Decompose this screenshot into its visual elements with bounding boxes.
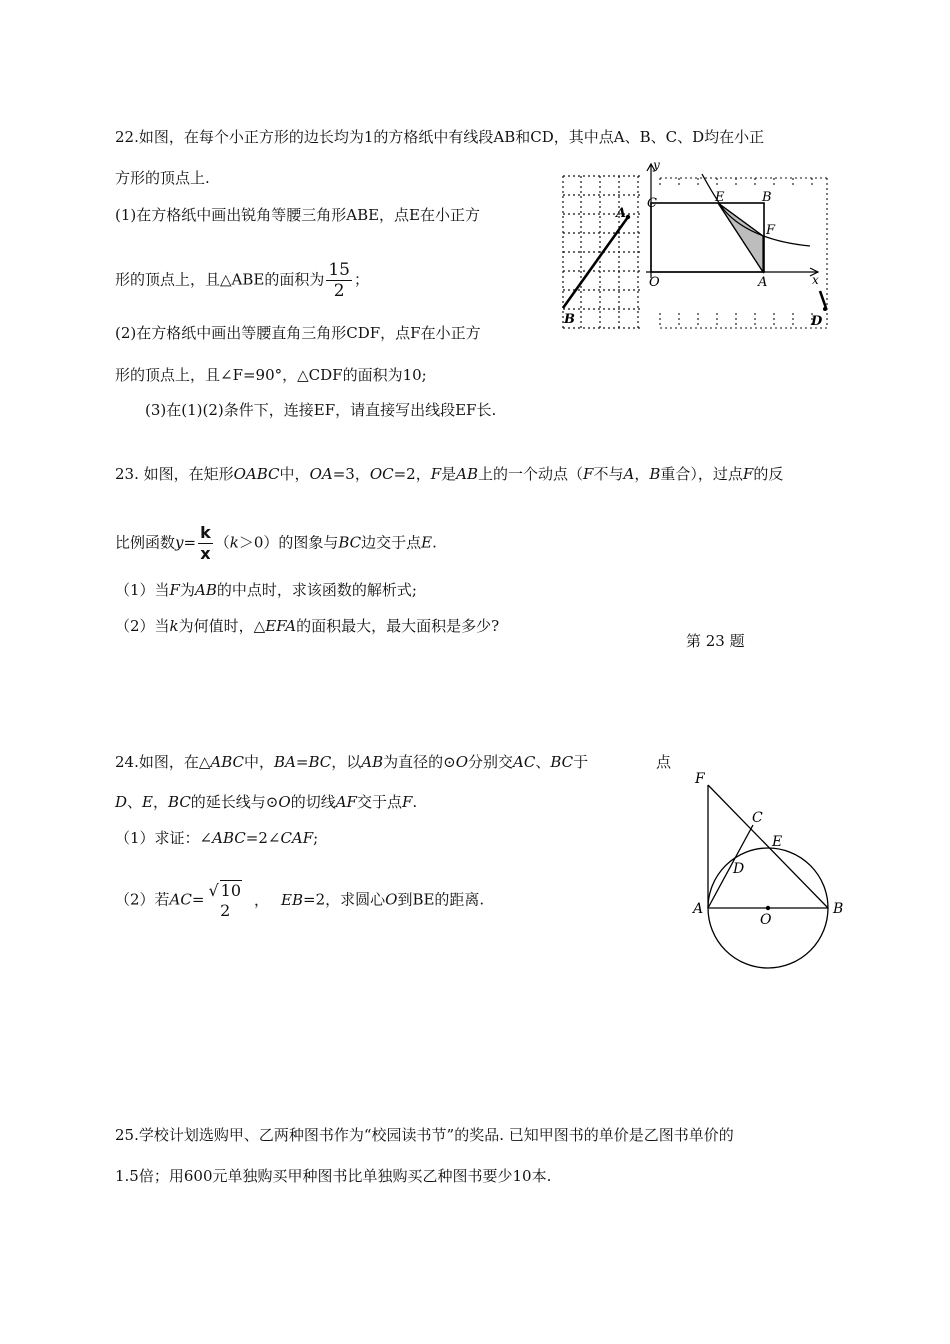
label-b: B (833, 901, 844, 917)
label-o: O (649, 275, 660, 290)
q24-var: BC (168, 793, 191, 811)
q24-text: （2）若 (115, 890, 170, 909)
label-a: A (693, 901, 704, 917)
q24-text: = (295, 753, 309, 771)
q24-text: ， (153, 793, 169, 811)
q23-text: 为 (179, 581, 195, 599)
q24-var: BA (274, 753, 296, 771)
label-x: x (812, 273, 819, 287)
q23-var: AB (456, 465, 479, 483)
q24-var: AB (361, 753, 384, 771)
fraction-numerator: √ 10 (208, 881, 241, 900)
q25-line-1: 25.学校计划选购甲、乙两种图书作为“校园读书节”的奖品. 已知甲图书的单价是乙图书单价的 (115, 1126, 734, 1144)
q24-text: 中， (244, 753, 275, 771)
q22-part1-text: 形的顶点上，且△ABE的面积为 (115, 270, 325, 289)
segment-ab (563, 217, 628, 308)
q24-line-2 (115, 792, 417, 812)
q23-var: A (623, 465, 635, 483)
q23-text: 的反 (753, 465, 784, 483)
q24-line-1-end: 点 (656, 753, 672, 771)
q22-part3-line: (3)在(1)(2)条件下，连接EF，请直接写出线段EF长. (145, 401, 497, 419)
q24-subquestion-1 (115, 828, 318, 848)
fraction-denominator: 2 (220, 901, 231, 920)
label-b: B (564, 312, 575, 327)
q22-part1-end: ； (353, 270, 369, 289)
q24-var: D (115, 793, 128, 811)
q23-text: 为何值时，△ (178, 617, 266, 635)
q24-text: 、 (535, 753, 551, 771)
label-f: F (766, 223, 776, 238)
q23-text: 重合），过点 (660, 465, 743, 483)
q23-text: 不与 (593, 465, 624, 483)
q23-subquestion-2 (115, 616, 499, 636)
q23-text: ＞0）的图象与 (238, 533, 339, 552)
q24-text: ，以 (331, 753, 362, 771)
q22-part1-line-b (115, 260, 369, 301)
q24-text: = (191, 890, 205, 909)
q23-text: 比例函数 (115, 533, 176, 552)
q23-text: 的中点时，求该函数的解析式; (216, 581, 417, 599)
q24-text: ; (313, 829, 319, 847)
q24-var: CAF (280, 829, 314, 847)
q24-var: O (385, 890, 398, 909)
fraction-denominator: x (200, 544, 211, 563)
q22-part1-line-a: (1)在方格纸中画出锐角等腰三角形ABE，点E在小正方 (115, 206, 481, 224)
fraction-15-over-2 (326, 260, 352, 301)
q23-var: F (430, 465, 442, 483)
q22-line-1: 22.如图，在每个小正方形的边长均为1的方格纸中有线段AB和CD，其中点A、B、C、D均在小正 (115, 128, 765, 146)
q23-text: 23. 如图，在矩形 (115, 465, 234, 483)
q24-text: 于 (573, 753, 589, 771)
q22-line-2: 方形的顶点上. (115, 169, 210, 187)
q24-circle-figure (688, 765, 848, 975)
fraction-sqrt10-over-2 (206, 880, 244, 921)
q24-var: O (278, 793, 291, 811)
q24-var: F (401, 793, 413, 811)
q24-var: BC (308, 753, 332, 771)
fraction-k-over-x (198, 523, 213, 564)
label-d: D (733, 861, 745, 877)
q23-text: （2）当 (115, 617, 170, 635)
q22-part2-line-a: (2)在方格纸中画出等腰直角三角形CDF，点F在小正方 (115, 324, 481, 342)
q23-var: EFA (265, 617, 297, 635)
q25-line-2: 1.5倍；用600元单独购买甲种图书比单独购买乙种图书要少10本. (115, 1167, 552, 1185)
line-fb (708, 785, 828, 908)
q24-text: 为直径的⊙ (383, 753, 456, 771)
q23-line-2 (115, 523, 437, 564)
q23-text: 中， (279, 465, 310, 483)
q23-var: AB (194, 581, 217, 599)
fraction-denominator: 2 (333, 281, 345, 301)
label-a: A (758, 275, 768, 290)
q23-var: E (421, 533, 433, 552)
q24-subquestion-2 (115, 880, 484, 921)
q24-text: 到BE的距离. (397, 890, 485, 909)
q24-text: 24.如图，在△ (115, 753, 211, 771)
fraction-numerator: 15 (328, 260, 350, 280)
q23-line-1 (115, 464, 783, 484)
q23-text: . (432, 533, 437, 552)
label-c: C (752, 810, 763, 826)
q23-var: y (175, 533, 184, 552)
q24-text: 交于点 (356, 793, 402, 811)
q24-text: 、 (127, 793, 143, 811)
label-o: O (760, 912, 772, 928)
q23-var: k (169, 617, 179, 635)
q23-text: （ (214, 533, 230, 552)
fraction-numerator: k (200, 523, 211, 542)
q24-var: E (142, 793, 153, 811)
q24-text: 分别交 (468, 753, 514, 771)
q23-text: ， (634, 465, 650, 483)
q24-var: AF (335, 793, 357, 811)
q23-var: BC (338, 533, 362, 552)
q23-var: k (229, 533, 239, 552)
q23-var: B (649, 465, 661, 483)
label-e: E (772, 834, 783, 850)
q24-text: =2，求圆心 (303, 890, 386, 909)
label-y: y (653, 160, 660, 172)
label-d: D (811, 314, 823, 329)
q23-var: F (583, 465, 594, 483)
q24-text: 的切线 (290, 793, 336, 811)
q23-var: OC (369, 465, 394, 483)
label-e: E (715, 190, 725, 205)
q23-var: F (742, 465, 754, 483)
q24-var: EB (281, 890, 303, 909)
q24-var: O (455, 753, 469, 771)
q23-text: =3， (332, 465, 370, 483)
q24-var: ABC (212, 829, 246, 847)
q24-text: =2∠ (245, 829, 281, 847)
label-f: F (695, 771, 705, 787)
q23-text: 边交于点 (361, 533, 422, 552)
label-c: C (647, 196, 657, 211)
q22-grid-figure (560, 173, 644, 333)
q24-var: AC (169, 890, 192, 909)
q24-line-1 (115, 752, 588, 772)
q24-var: BC (550, 753, 574, 771)
q23-text: （1）当 (115, 581, 170, 599)
label-a: A (616, 206, 627, 221)
label-b: B (762, 190, 772, 205)
q23-subquestion-1 (115, 580, 417, 600)
q24-text: （1）求证：∠ (115, 829, 213, 847)
q22-part2-line-b: 形的顶点上，且∠F=90°，△CDF的面积为10; (115, 366, 427, 384)
q23-var: OABC (233, 465, 280, 483)
q23-text: =2， (393, 465, 431, 483)
q23-figure-caption: 第 23 题 (686, 632, 745, 650)
q24-var: AC (513, 753, 536, 771)
q23-coordinate-figure (640, 160, 832, 335)
q23-var: OA (309, 465, 333, 483)
q24-var: ABC (210, 753, 245, 771)
q23-text: 的面积最大，最大面积是多少? (296, 617, 500, 635)
q24-text: ， (254, 890, 270, 909)
q23-text: 上的一个动点（ (478, 465, 584, 483)
q23-var: F (169, 581, 180, 599)
q23-text: = (183, 533, 197, 552)
q24-text: . (412, 793, 418, 811)
sqrt-radicand: 10 (220, 881, 241, 900)
q23-text: 是 (441, 465, 457, 483)
q24-text: 的延长线与⊙ (190, 793, 279, 811)
line-ac (708, 825, 753, 908)
